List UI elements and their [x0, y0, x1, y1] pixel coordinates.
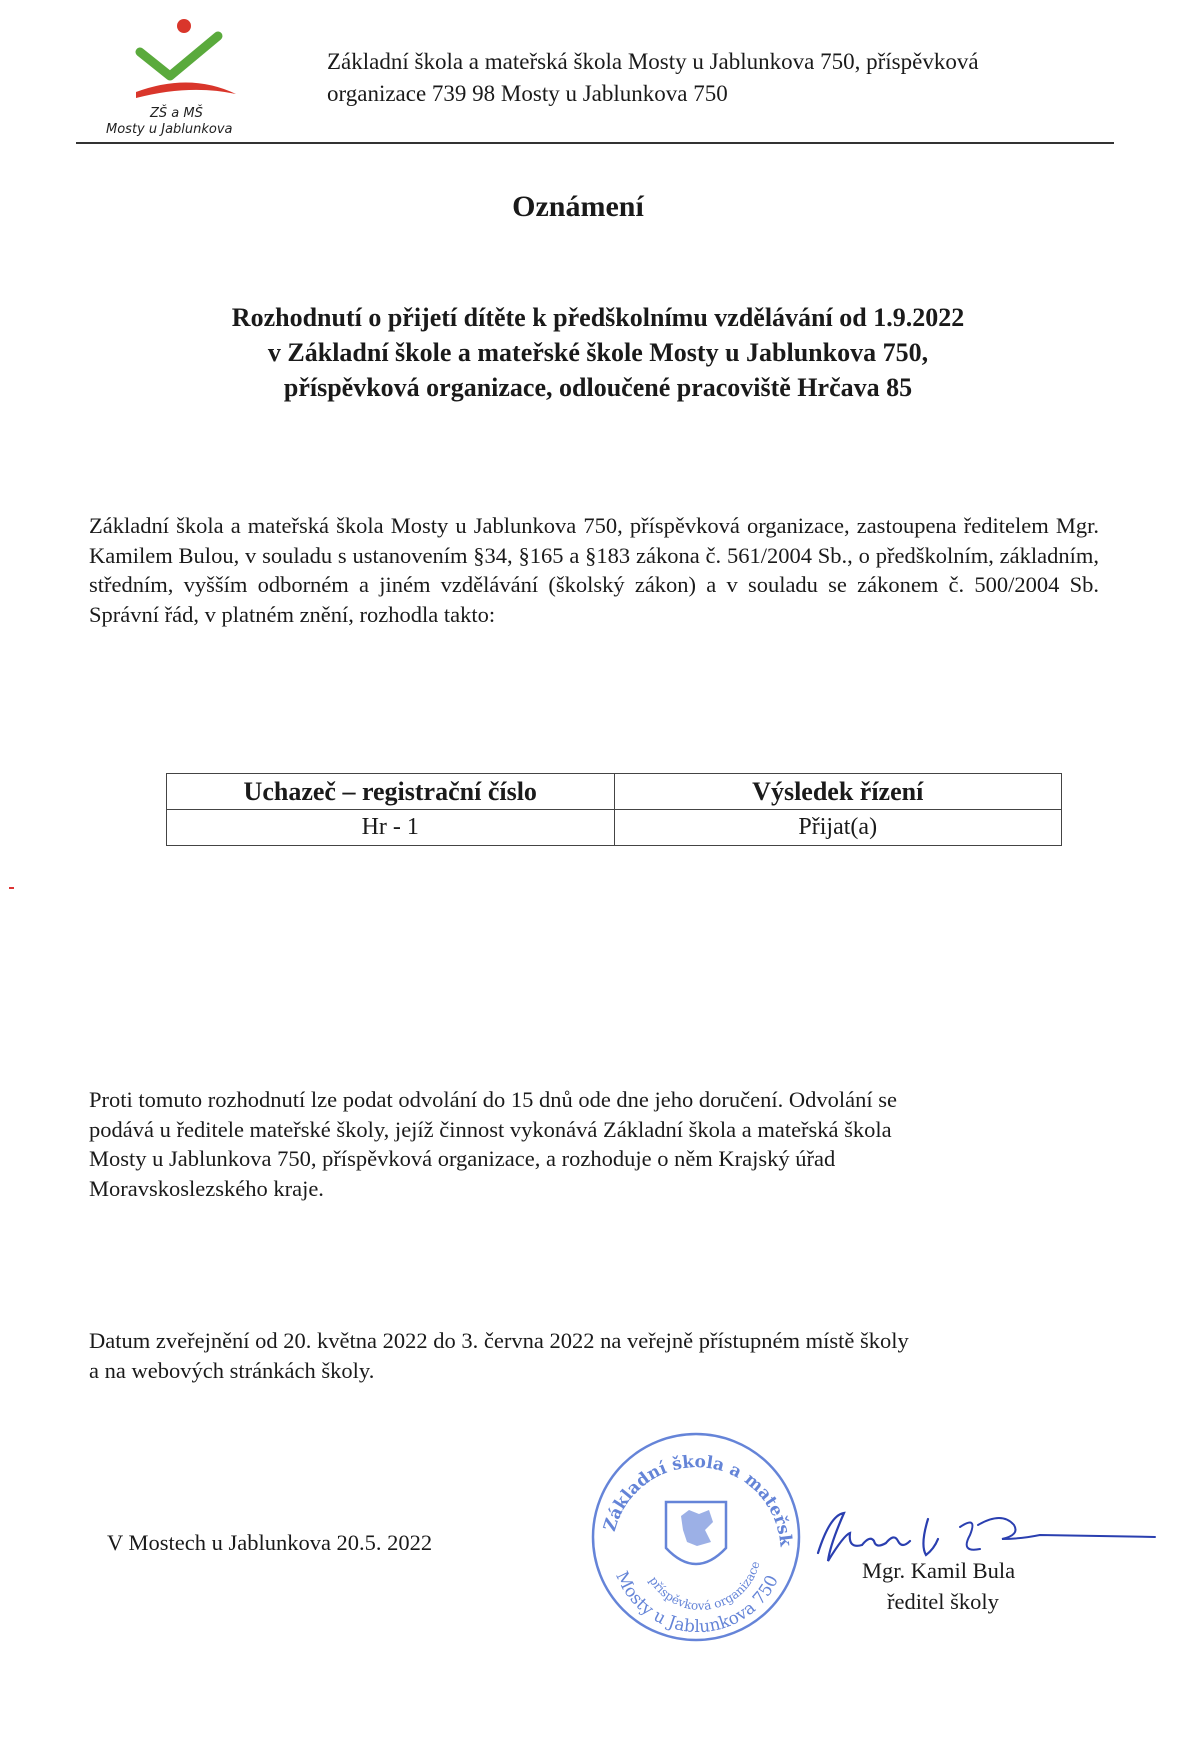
place-and-date: V Mostech u Jablunkova 20.5. 2022: [107, 1530, 433, 1555]
document-title: Oznámení: [512, 190, 644, 223]
logo-checkmark: [140, 36, 218, 76]
intro-paragraph: Základní škola a mateřská škola Mosty u Jablunkova 750, příspěvková organizace, zastoupena ředitelem Mgr. Kamilem Bulou, v souladu s ustanovením §34, §165 a §183 zákona č. 561/2004 Sb., o předškolním, základním, středním, vyšším odborném a jiném vzdělávání (školský zákon) a v souladu se zákonem č. 500/2004 Sb. Správní řád, v platném znění, rozhodla takto:: [89, 513, 1099, 627]
result-table: [166, 773, 1062, 846]
header-applicant-number: Uchazeč – registrační číslo: [167, 774, 615, 810]
cell-result: Přijat(a): [614, 810, 1062, 846]
stamp-graphic: [589, 1430, 804, 1645]
org-line-2: organizace 739 98 Mosty u Jablunkova 750: [327, 81, 728, 106]
official-stamp: [589, 1430, 804, 1645]
decision-heading: [0, 300, 1196, 405]
header-divider: [76, 142, 1114, 144]
appeal-line-3: Mosty u Jablunkova 750, příspěvková organizace, a rozhoduje o něm Krajský úřad: [89, 1146, 836, 1171]
decision-heading-line-3: příspěvková organizace, odloučené pracoviště Hrčava 85: [283, 373, 913, 402]
signatory-name: Mgr. Kamil Bula: [862, 1558, 1016, 1583]
publication-paragraph: [89, 1326, 1099, 1385]
signatory-role: ředitel školy: [887, 1589, 999, 1614]
header-result: Výsledek řízení: [614, 774, 1062, 810]
org-line-1: Základní škola a mateřská škola Mosty u Jablunkova 750, příspěvková: [327, 49, 979, 74]
stamp-inner-text: příspěvková organizace: [646, 1559, 763, 1613]
logo-text-line1: ZŠ a MŠ: [150, 106, 203, 121]
appeal-line-1: Proti tomuto rozhodnutí lze podat odvolání do 15 dnů ode dne jeho doručení. Odvolání se: [89, 1087, 897, 1112]
logo-text-line2: Mosty u Jablunkova: [106, 122, 233, 137]
table-header-row: [167, 774, 1062, 810]
table-row: [167, 810, 1062, 846]
stamp-outer-text: Základní škola a mateřsk: [600, 1452, 796, 1548]
decision-heading-line-1: Rozhodnutí o přijetí dítěte k předškolnímu vzdělávání od 1.9.2022: [231, 303, 965, 332]
eagle-icon: [681, 1510, 713, 1546]
stamp-bottom-text: Mosty u Jablunkova 750: [611, 1568, 783, 1638]
appeal-paragraph: [89, 1085, 1099, 1203]
school-logo: [100, 14, 280, 139]
cell-applicant-number: Hr - 1: [167, 810, 615, 846]
decision-heading-line-2: v Základní škole a mateřské škole Mosty u Jablunkova 750,: [267, 338, 929, 367]
appeal-line-4: Moravskoslezského kraje.: [89, 1175, 324, 1201]
logo-graphic: [100, 14, 280, 139]
publication-line-1: Datum zveřejnění od 20. května 2022 do 3. června 2022 na veřejně přístupném místě školy: [89, 1328, 909, 1353]
publication-line-2: a na webových stránkách školy.: [89, 1357, 375, 1383]
logo-head: [177, 19, 191, 33]
logo-swoosh: [136, 82, 236, 98]
appeal-line-2: podává u ředitele mateřské školy, jejíž činnost vykonává Základní škola a mateřská škola: [89, 1116, 892, 1142]
margin-mark: [9, 887, 14, 889]
org-header: [327, 46, 1107, 110]
